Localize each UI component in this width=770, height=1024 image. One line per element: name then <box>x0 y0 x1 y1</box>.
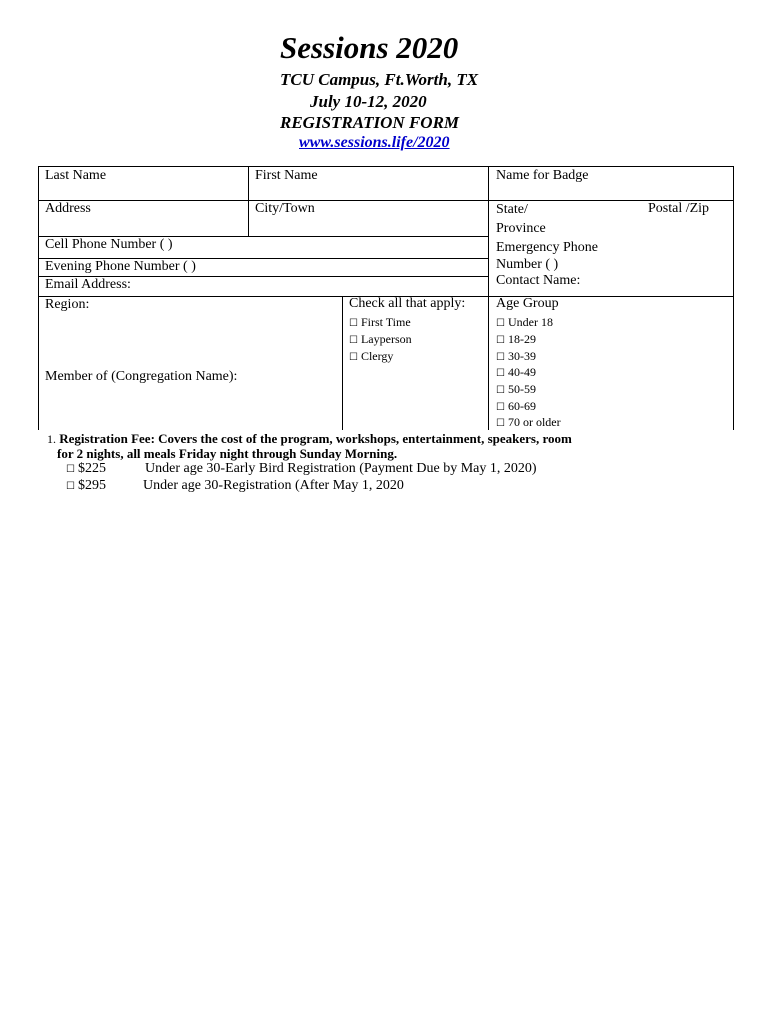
checkbox-icon: ☐ <box>66 464 75 475</box>
checkbox-icon: ☐ <box>496 368 505 379</box>
checkbox-age-70-older[interactable] <box>496 415 561 430</box>
checkbox-icon: ☐ <box>496 402 505 413</box>
state-field-label[interactable]: State/ <box>496 202 528 217</box>
fee-option-regular[interactable] <box>66 478 106 494</box>
checkbox-age-under-18[interactable] <box>496 315 553 330</box>
checkbox-layperson[interactable] <box>349 332 412 347</box>
evening-phone-field[interactable]: Evening Phone Number ( ) <box>45 259 196 274</box>
checkbox-age-50-59[interactable] <box>496 382 536 397</box>
fee-option-early-bird[interactable] <box>66 461 106 477</box>
checkbox-age-60-69[interactable] <box>496 399 536 414</box>
region-field[interactable]: Region: <box>45 297 90 312</box>
cell-phone-field[interactable]: Cell Phone Number ( ) <box>45 237 173 252</box>
website-link[interactable]: www.sessions.life/2020 <box>299 134 450 151</box>
postal-field[interactable]: Postal /Zip <box>648 201 710 216</box>
checkbox-icon: ☐ <box>496 335 505 346</box>
contact-name-field[interactable]: Contact Name: <box>496 273 581 288</box>
table-border-top <box>38 166 734 167</box>
checkbox-label: 30-39 <box>507 349 536 363</box>
column-divider <box>342 296 343 430</box>
city-field[interactable]: City/Town <box>255 201 315 216</box>
checkbox-age-30-39[interactable] <box>496 349 536 364</box>
fee-price: $225 <box>77 461 106 476</box>
fee-heading-text: Registration Fee: Covers the cost of the program, workshops, entertainment, speakers, room <box>59 431 572 446</box>
fee-price: $295 <box>77 478 106 493</box>
emergency-phone-label: Emergency Phone <box>496 240 598 255</box>
congregation-field[interactable]: Member of (Congregation Name): <box>45 369 238 384</box>
checkbox-label: 18-29 <box>507 332 536 346</box>
check-all-heading: Check all that apply: <box>349 296 466 311</box>
row-divider <box>38 200 734 201</box>
checkbox-first-time[interactable] <box>349 315 411 330</box>
checkbox-clergy[interactable] <box>349 349 393 364</box>
last-name-field[interactable]: Last Name <box>45 168 107 183</box>
checkbox-icon: ☐ <box>349 335 358 346</box>
checkbox-age-40-49[interactable] <box>496 365 536 380</box>
checkbox-label: 50-59 <box>507 382 536 396</box>
checkbox-icon: ☐ <box>496 385 505 396</box>
checkbox-icon: ☐ <box>349 352 358 363</box>
fee-desc: Under age 30-Registration (After May 1, 2020 <box>143 478 404 493</box>
event-location: TCU Campus, Ft.Worth, TX <box>280 70 479 89</box>
checkbox-icon: ☐ <box>66 481 75 492</box>
checkbox-label: Under 18 <box>507 315 553 329</box>
table-border-left <box>38 166 39 430</box>
checkbox-label: 70 or older <box>507 415 561 429</box>
address-field[interactable]: Address <box>45 201 91 216</box>
checkbox-icon: ☐ <box>349 318 358 329</box>
email-field[interactable]: Email Address: <box>45 277 131 292</box>
checkbox-label: First Time <box>360 315 411 329</box>
form-name: REGISTRATION FORM <box>280 113 460 132</box>
checkbox-label: 60-69 <box>507 399 536 413</box>
checkbox-icon: ☐ <box>496 352 505 363</box>
badge-name-field[interactable]: Name for Badge <box>496 168 589 183</box>
column-divider <box>488 166 489 430</box>
fee-number: 1. <box>47 432 56 446</box>
event-dates: July 10-12, 2020 <box>310 92 427 111</box>
checkbox-label: 40-49 <box>507 365 536 379</box>
checkbox-label: Clergy <box>360 349 394 363</box>
fee-desc: Under age 30-Early Bird Registration (Payment Due by May 1, 2020) <box>145 461 537 476</box>
fee-heading-cont: for 2 nights, all meals Friday night through Sunday Morning. <box>57 446 398 461</box>
column-divider <box>248 166 249 236</box>
checkbox-age-18-29[interactable] <box>496 332 536 347</box>
table-border-right <box>733 166 734 430</box>
first-name-field[interactable]: First Name <box>255 168 318 183</box>
province-label: Province <box>496 221 546 236</box>
page-title: Sessions 2020 <box>280 30 459 65</box>
checkbox-icon: ☐ <box>496 318 505 329</box>
fee-heading <box>47 431 572 447</box>
checkbox-icon: ☐ <box>496 418 505 429</box>
emergency-phone-field[interactable]: Number ( ) <box>496 257 559 272</box>
checkbox-label: Layperson <box>360 332 412 346</box>
age-group-heading: Age Group <box>496 296 559 311</box>
